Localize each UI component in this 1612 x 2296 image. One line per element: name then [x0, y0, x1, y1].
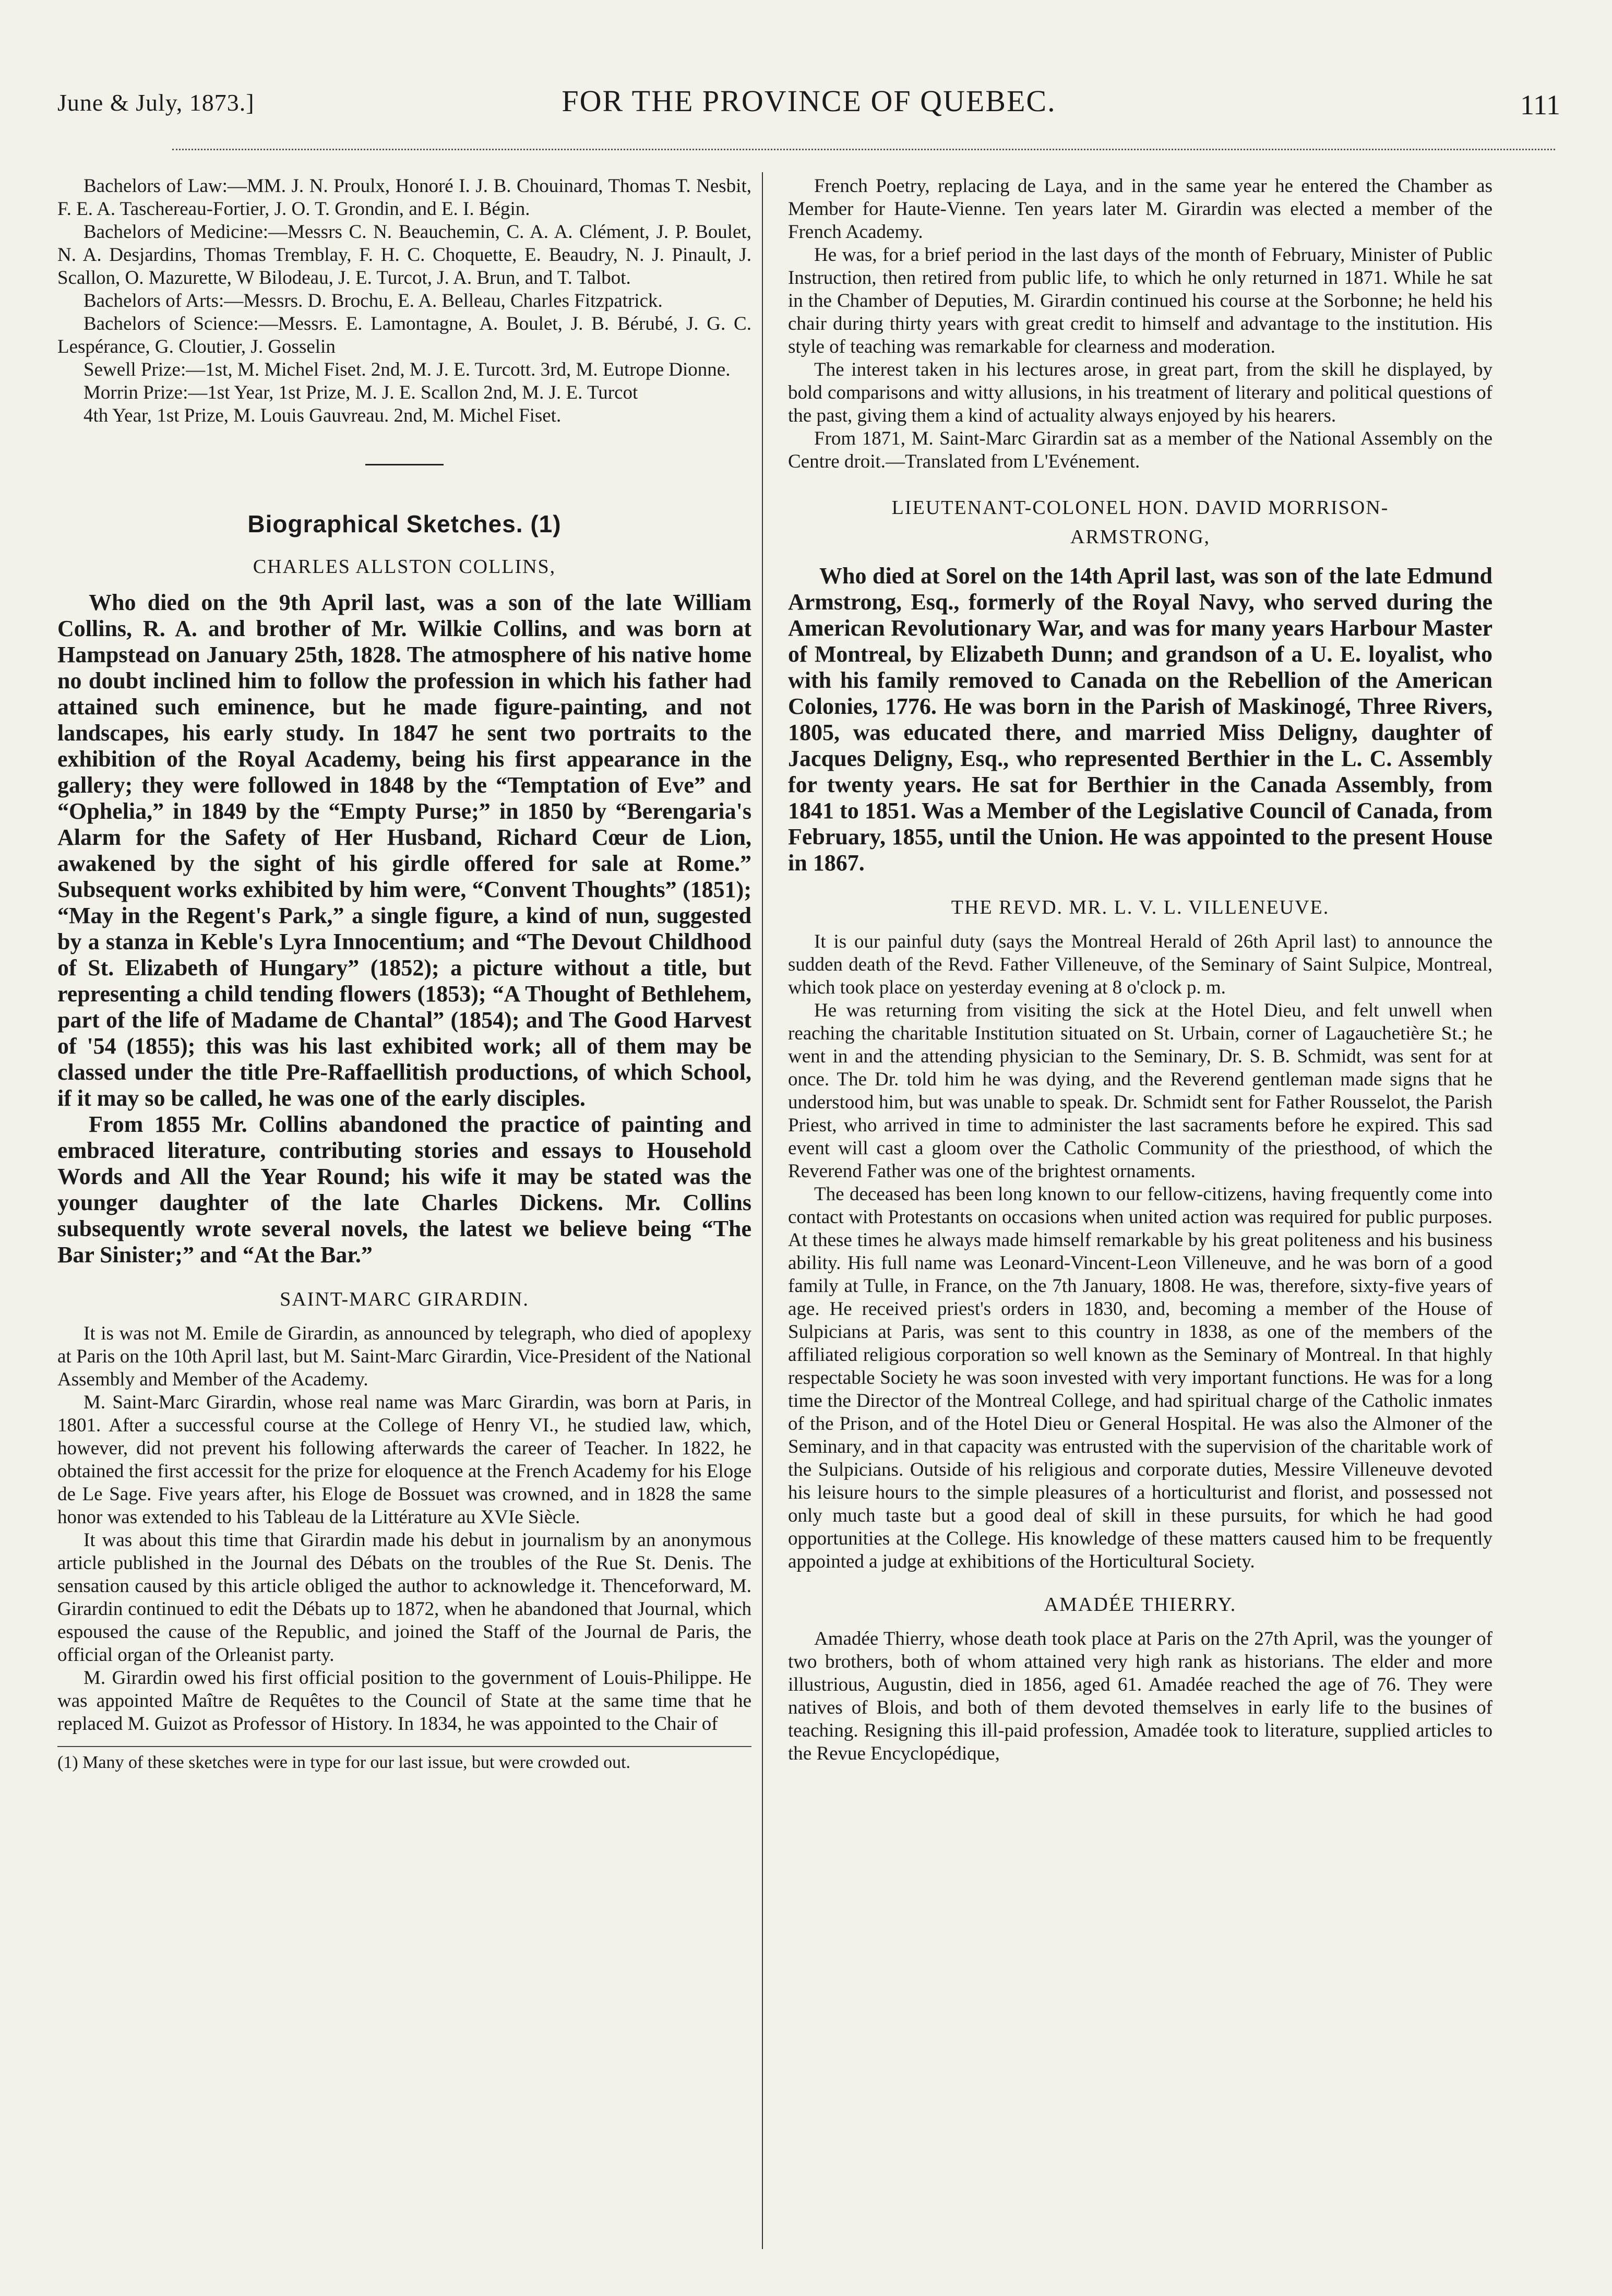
journal-title: FOR THE PROVINCE OF QUEBEC. — [562, 84, 1056, 118]
prize-list-item: Bachelors of Science:—Messrs. E. Lamontagne, A. Boulet, J. B. Bérubé, J. G. C. Lespérance, G. Cloutier, J. Gosselin — [57, 313, 751, 357]
girardin-continued-paragraph: The interest taken in his lectures arose, in great part, from the skill he displayed, by bold comparisons and witty allusions, in his treatment of literary and political questions of the past, giving them a kind of actuality always enjoyed by his hearers. — [788, 359, 1492, 426]
prize-list-item: Bachelors of Law:—MM. J. N. Proulx, Honoré I. J. B. Chouinard, Thomas T. Nesbit, F. E. A. Taschereau-Fortier, J. O. T. Grondin, and E. I. Bégin. — [57, 175, 751, 220]
left-column — [57, 175, 751, 1773]
footnote: (1) Many of these sketches were in type for our last issue, but were crowded out. — [57, 1746, 751, 1773]
villeneuve-heading: THE REVD. MR. L. V. L. VILLENEUVE. — [951, 896, 1330, 918]
girardin-continued-paragraph: He was, for a brief period in the last days of the month of February, Minister of Public Instruction, then retired from public life, to which he only returned in 1871. While he sat in the Chamber of Deputies, M. Girardin continued his course at the Sorbonne; he held his chair during thirty years with great credit to himself and advantage to the institution. His style of teaching was remarkable for clearness and moderation. — [788, 244, 1492, 357]
right-column — [788, 175, 1492, 1765]
girardin-continued-paragraph: From 1871, M. Saint-Marc Girardin sat as a member of the National Assembly on the Centre droit.—Translated from L'Evénement. — [788, 428, 1492, 472]
section-separator — [365, 464, 444, 465]
armstrong-paragraph: Who died at Sorel on the 14th April last, was son of the late Edmund Armstrong, Esq., formerly of the Royal Navy, who served during the American Revolutionary War, and was for many years Harbour Master of Montreal, by Elizabeth Dunn; and grandson of a U. E. loyalist, who with his family removed to Canada on the Rebellion of the American Colonies, 1776. He was born in the Parish of Maskinogé, Three Rivers, 1805, was educated there, and married Miss Deligny, daughter of Jacques Deligny, Esq., who represented Berthier in the L. C. Assembly for twenty years. He sat for Berthier in the Canada Assembly, from 1841 to 1851. Was a Member of the Legislative Council of Canada, from February, 1855, until the Union. He was appointed to the present House in 1867. — [788, 563, 1492, 876]
girardin-paragraph: It was about this time that Girardin made his debut in journalism by an anonymous article published in the Journal des Débats on the troubles of the Rue St. Denis. The sensation caused by this article obliged the author to acknowledge it. Thenceforward, M. Girardin continued to edit the Débats up to 1872, when he abandoned that Journal, which espoused the cause of the Republic, and joined the Staff of the Journal de Paris, the official organ of the Orleanist party. — [57, 1529, 751, 1666]
column-divider — [762, 172, 763, 2249]
girardin-heading: SAINT-MARC GIRARDIN. — [280, 1288, 529, 1310]
collins-paragraph: From 1855 Mr. Collins abandoned the practice of painting and embraced literature, contributing stories and essays to Household Words and All the Year Round; his wife it may be stated was the younger daughter of the late Charles Dickens. Mr. Collins subsequently wrote several novels, the latest we believe being “The Bar Sinister;” and “At the Bar.” — [57, 1111, 751, 1267]
armstrong-heading-line-2: ARMSTRONG, — [1070, 526, 1211, 548]
page-header — [57, 78, 1560, 130]
prize-list-item: Bachelors of Medicine:—Messrs C. N. Beauchemin, C. A. A. Clément, J. P. Boulet, N. A. Desjardins, Thomas Tremblay, F. H. C. Choquette, E. Beaudry, N. J. Pinault, J. Scallon, O. Mazurette, W Bilodeau, J. E. Turcot, J. A. Brun, and T. Talbot. — [57, 221, 751, 289]
collins-paragraph: Who died on the 9th April last, was a son of the late William Collins, R. A. and brother of Mr. Wilkie Collins, and was born at Hampstead on January 25th, 1828. The atmosphere of his native home no doubt inclined him to follow the profession in which his father had attained such eminence, but he made figure-painting, and not landscapes, his early study. In 1847 he sent two portraits to the exhibition of the Royal Academy, being his first appearance in the gallery; they were followed in 1848 by the “Temptation of Eve” and “Ophelia,” in 1849 by the “Empty Purse;” in 1850 by “Berengaria's Alarm for the Safety of Her Husband, Richard Cœur de Lion, awakened by the sight of his girdle offered for sale at Rome.” Subsequent works exhibited by him were, “Convent Thoughts” (1851); “May in the Regent's Park,” a single figure, a kind of nun, suggested by a stanza in Keble's Lyra Innocentium; and “The Devout Childhood of St. Elizabeth of Hungary” (1852); a picture without a title, but representing a child tending flowers (1853); “A Thought of Bethlehem, part of the life of Madame de Chantal” (1854); and The Good Harvest of '54 (1855); this was his last exhibited work; all of them may be classed under the title Pre-Raffaellitish productions, of which School, if it may so be called, he was one of the early disciples. — [57, 590, 751, 1111]
page-number: 111 — [1520, 89, 1560, 121]
prize-list-item: Morrin Prize:—1st Year, 1st Prize, M. J. E. Scallon 2nd, M. J. E. Turcot — [83, 382, 638, 403]
section-title: Biographical Sketches. (1) — [247, 510, 562, 537]
villeneuve-paragraph: The deceased has been long known to our fellow-citizens, having frequently come into contact with Protestants on occasions when united action was required for public purposes. At these times he always made himself remarkable by his great politeness and his business ability. His full name was Leonard-Vincent-Leon Villeneuve, and he was born of a good family at Tulle, in France, on the 7th January, 1808. He was, therefore, sixty-five years of age. He received priest's orders in 1830, and, becoming a member of the House of Sulpicians at Paris, was sent to this country in 1838, as one of the members of the affiliated religious corporation so well known as the Seminary of Montreal. In that highly respectable Society he was soon invested with very important functions. He was for a long time the Director of the Montreal College, and had spiritual charge of the Catholic inmates of the Prison, and of the Hotel Dieu or General Hospital. He was also the Almoner of the Seminary, and in that capacity was entrusted with the supervision of the charitable work of the Sulpicians. Outside of his religious and corporate duties, Messire Villeneuve devoted his leisure hours to the simple pleasures of a horticulturist and florist, and possessed not only much taste but a good deal of skill in these pursuits, for which he had good opportunities at the College. His knowledge of these matters caused him to be frequently appointed a judge at exhibitions of the Horticultural Society. — [788, 1183, 1492, 1572]
armstrong-heading-line-1: LIEUTENANT-COLONEL HON. DAVID MORRISON- — [891, 497, 1389, 519]
villeneuve-paragraph: It is our painful duty (says the Montreal Herald of 26th April last) to announce the sudden death of the Revd. Father Villeneuve, of the Seminary of Saint Sulpice, Montreal, which took place on yesterday evening at 8 o'clock p. m. — [788, 931, 1492, 998]
girardin-paragraph: M. Girardin owed his first official position to the government of Louis-Philippe. He was appointed Maître de Requêtes to the Council of State at the same time that he replaced M. Guizot as Professor of History. In 1834, he was appointed to the Chair of — [57, 1667, 751, 1735]
prize-list-item: 4th Year, 1st Prize, M. Louis Gauvreau. 2nd, M. Michel Fiset. — [83, 405, 562, 426]
thierry-paragraph: Amadée Thierry, whose death took place at Paris on the 27th April, was the younger of two brothers, both of whom attained very high rank as historians. The elder and more illustrious, Augustin, died in 1856, aged 61. Amadée reached the age of 76. They were natives of Blois, and both of them devoted themselves in early life to the busines of teaching. Resigning this ill-paid profession, Amadée took to literature, supplied articles to the Revue Encyclopédique, — [788, 1628, 1492, 1764]
prize-list-item: Sewell Prize:—1st, M. Michel Fiset. 2nd, M. J. E. Turcott. 3rd, M. Eutrope Dionne. — [83, 359, 731, 380]
armstrong-heading — [788, 493, 1492, 552]
girardin-continued-paragraph: French Poetry, replacing de Laya, and in the same year he entered the Chamber as Member for Haute-Vienne. Ten years later M. Girardin was elected a member of the French Academy. — [788, 175, 1492, 243]
girardin-paragraph: M. Saint-Marc Girardin, whose real name was Marc Girardin, was born at Paris, in 1801. After a successful course at the College of Henry VI., he studied law, which, however, did not prevent his following afterwards the career of Teacher. In 1822, he obtained the first accessit for the prize for eloquence at the French Academy for his Eloge de Le Sage. Five years after, his Eloge de Bossuet was crowned, and in 1828 the same honor was extended to his Tableau de la Littérature au XVIe Siècle. — [57, 1392, 751, 1528]
header-rule — [172, 149, 1555, 150]
prize-list-item: Bachelors of Arts:—Messrs. D. Brochu, E. A. Belleau, Charles Fitzpatrick. — [83, 290, 663, 312]
thierry-heading: AMADÉE THIERRY. — [1044, 1594, 1237, 1616]
collins-heading: CHARLES ALLSTON COLLINS, — [253, 556, 556, 578]
villeneuve-paragraph: He was returning from visiting the sick at the Hotel Dieu, and felt unwell when reaching the charitable Institution situated on St. Urbain, corner of Lagauchetière St.; he went in and the attending physician to the Seminary, Dr. S. B. Schmidt, was sent for at once. The Dr. told him he was dying, and the Reverend gentleman made signs that he understood him, but was unable to speak. Dr. Schmidt sent for Father Rousselot, the Parish Priest, who arrived in time to administer the last sacraments before he expired. This sad event will cast a gloom over the Catholic Community of the priesthood, of which the Reverend Father was one of the brightest ornaments. — [788, 1000, 1492, 1182]
issue-date: June & July, 1873.] — [57, 89, 255, 116]
girardin-paragraph: It is was not M. Emile de Girardin, as announced by telegraph, who died of apoplexy at Paris on the 10th April last, but M. Saint-Marc Girardin, Vice-President of the National Assembly and Member of the Academy. — [57, 1323, 751, 1390]
